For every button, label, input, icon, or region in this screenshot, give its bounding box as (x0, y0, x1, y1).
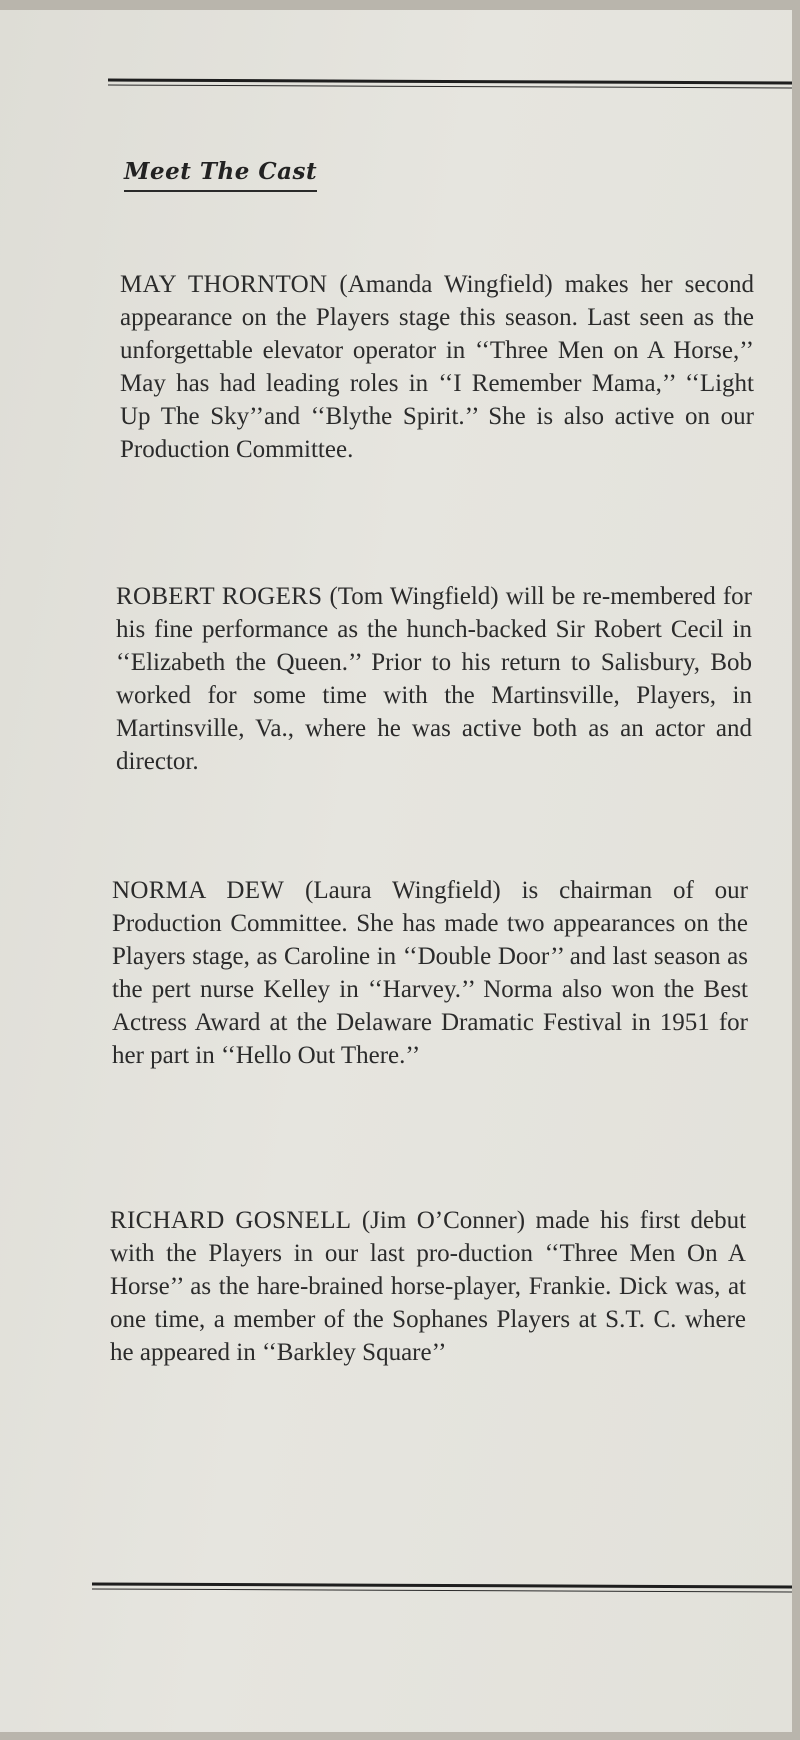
section-heading: Meet The Cast (124, 158, 317, 192)
cast-bio (112, 874, 748, 1072)
top-rule (108, 79, 792, 89)
cast-bio-text: will be re-membered for his fine performance as the hunch-backed Sir Robert Cecil in ‘‘Elizabeth the Queen.’’ Prior to his return to Salisbury, Bob worked for some time with the Martinsville, Players, in Martinsville, Va., where he was active both as an actor and director. (116, 583, 752, 775)
cast-role: (Jim O’Conner) (361, 1207, 526, 1234)
cast-role: (Laura Wingfield) (305, 877, 501, 904)
cast-bio-text: made his first debut with the Players in our last pro-duction ‘‘Three Men On A Horse’’ as the hare-brained horse-player, Frankie. Dick was, at one time, a member of the Sophanes Players at S.T. C. where he appeared in ‘‘Barkley Square’’ (110, 1207, 747, 1366)
cast-bio (116, 580, 752, 778)
cast-bio-text: makes her second appearance on the Players stage this season. Last seen as the unforgettable elevator operator in ‘‘Three Men on A Horse,’’ May has had leading roles in ‘‘I Remember Mama,’’ ‘‘Light Up The Sky’’and ‘‘Blythe Spirit.’’ She is also active on our Production Committee. (120, 271, 755, 463)
cast-name: NORMA DEW (112, 877, 285, 904)
cast-bio (120, 268, 754, 466)
program-page (0, 10, 792, 1732)
cast-name: ROBERT ROGERS (116, 583, 323, 610)
cast-name: RICHARD GOSNELL (110, 1207, 352, 1234)
bottom-rule (92, 1582, 792, 1592)
cast-role: (Amanda Wingfield) (339, 271, 553, 298)
cast-bio-text: is chairman of our Production Committee. She has made two appearances on the Players stage, as Caroline in ‘‘Double Door’’ and last season as the pert nurse Kelley in ‘‘Harvey.’’ Norma also won the Best Actress Award at the Delaware Dramatic Festival in 1951 for her part in ‘‘Hello Out There.’’ (112, 877, 748, 1069)
cast-role: (Tom Wingfield) (329, 583, 499, 610)
cast-bio (110, 1204, 746, 1369)
cast-name: MAY THORNTON (120, 271, 328, 298)
